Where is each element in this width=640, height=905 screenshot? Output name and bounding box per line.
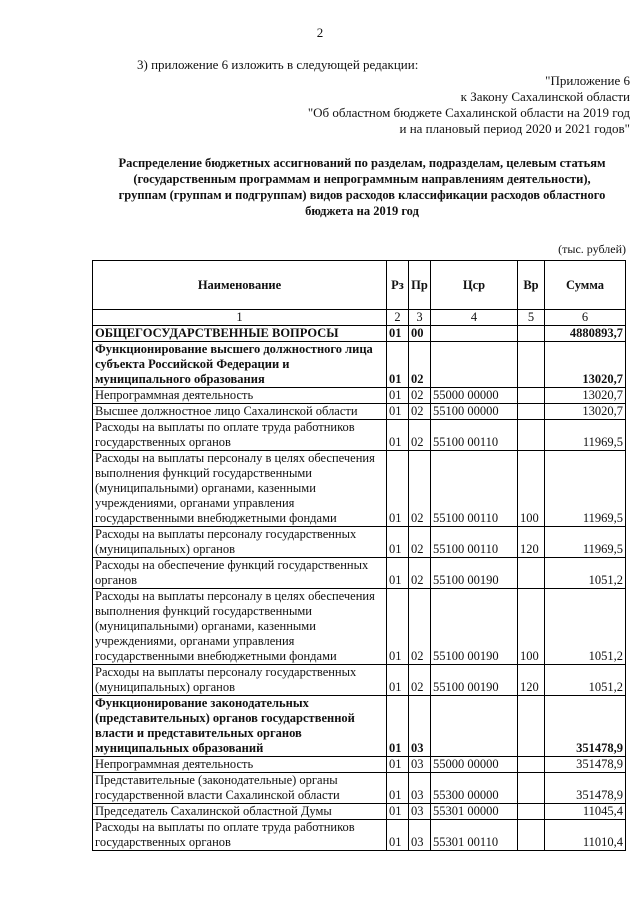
row-sum: 13020,7 (545, 404, 626, 420)
row-vr (518, 404, 545, 420)
table-row (93, 757, 626, 773)
row-csr: 55301 00110 (431, 820, 518, 851)
row-vr (518, 804, 545, 820)
table-row (93, 696, 626, 757)
row-name: Расходы на обеспечение функций государственных органов (93, 558, 387, 589)
row-vr (518, 558, 545, 589)
row-name: Функционирование высшего должностного лица субъекта Российской Федерации и муниципального образования (93, 342, 387, 388)
row-vr (518, 820, 545, 851)
row-csr: 55100 00110 (431, 451, 518, 527)
header-csr: Цср (431, 261, 518, 310)
row-name: Расходы на выплаты по оплате труда работников государственных органов (93, 820, 387, 851)
appendix-line: к Закону Сахалинской области (460, 89, 630, 104)
row-rz: 01 (387, 757, 409, 773)
title-line: группам (группам и подгруппам) видов расходов классификации расходов областного (118, 188, 606, 202)
row-pr: 03 (409, 773, 431, 804)
row-vr (518, 696, 545, 757)
row-vr (518, 342, 545, 388)
row-name: Расходы на выплаты по оплате труда работников государственных органов (93, 420, 387, 451)
row-csr (431, 342, 518, 388)
row-name: Расходы на выплаты персоналу государственных (муниципальных) органов (93, 665, 387, 696)
column-number: 1 (93, 310, 387, 326)
table-row (93, 804, 626, 820)
row-csr: 55100 00190 (431, 558, 518, 589)
row-rz: 01 (387, 589, 409, 665)
row-name: Председатель Сахалинской областной Думы (93, 804, 387, 820)
column-number: 2 (387, 310, 409, 326)
row-sum: 4880893,7 (545, 326, 626, 342)
title-line: бюджета на 2019 год (305, 204, 419, 218)
table-row (93, 773, 626, 804)
row-pr: 00 (409, 326, 431, 342)
intro-text: 3) приложение 6 изложить в следующей редакции: (137, 57, 419, 72)
row-name: Расходы на выплаты персоналу государственных (муниципальных) органов (93, 527, 387, 558)
row-pr: 03 (409, 757, 431, 773)
table-row (93, 326, 626, 342)
row-name: Непрограммная деятельность (93, 757, 387, 773)
page-number: 2 (316, 25, 324, 40)
row-csr: 55100 00000 (431, 404, 518, 420)
header-name: Наименование (93, 261, 387, 310)
column-number: 6 (545, 310, 626, 326)
row-rz: 01 (387, 665, 409, 696)
row-pr: 02 (409, 404, 431, 420)
row-rz: 01 (387, 820, 409, 851)
title-line: (государственным программам и непрограммным направлениям деятельности), (133, 172, 591, 186)
row-name: Расходы на выплаты персоналу в целях обеспечения выполнения функций государственными (муниципальными) органами, казенными учреждениями, органами управления государственными внебюджетными фондами (93, 451, 387, 527)
row-pr: 02 (409, 388, 431, 404)
table-row (93, 820, 626, 851)
column-number-row (93, 310, 626, 326)
table-row (93, 558, 626, 589)
row-pr: 02 (409, 589, 431, 665)
row-sum: 1051,2 (545, 589, 626, 665)
column-number: 5 (518, 310, 545, 326)
header-row (93, 261, 626, 310)
row-vr (518, 326, 545, 342)
row-csr: 55100 00190 (431, 589, 518, 665)
row-vr (518, 773, 545, 804)
row-rz: 01 (387, 404, 409, 420)
row-sum: 351478,9 (545, 696, 626, 757)
row-csr (431, 696, 518, 757)
row-name: ОБЩЕГОСУДАРСТВЕННЫЕ ВОПРОСЫ (93, 326, 387, 342)
row-sum: 11045,4 (545, 804, 626, 820)
row-pr: 02 (409, 342, 431, 388)
row-sum: 11969,5 (545, 451, 626, 527)
header-rz: Рз (387, 261, 409, 310)
row-sum: 13020,7 (545, 388, 626, 404)
row-vr (518, 388, 545, 404)
header-vr: Вр (518, 261, 545, 310)
column-number: 4 (431, 310, 518, 326)
row-sum: 11969,5 (545, 420, 626, 451)
document-title (92, 155, 632, 219)
table-row (93, 665, 626, 696)
row-rz: 01 (387, 527, 409, 558)
row-rz: 01 (387, 388, 409, 404)
row-csr (431, 326, 518, 342)
row-pr: 02 (409, 558, 431, 589)
row-pr: 02 (409, 451, 431, 527)
row-csr: 55000 00000 (431, 388, 518, 404)
appendix-line: и на плановый период 2020 и 2021 годов" (399, 121, 630, 136)
table-row (93, 527, 626, 558)
row-vr: 120 (518, 527, 545, 558)
row-sum: 13020,7 (545, 342, 626, 388)
table-row (93, 420, 626, 451)
row-rz: 01 (387, 804, 409, 820)
row-csr: 55100 00110 (431, 527, 518, 558)
header-sum: Сумма (545, 261, 626, 310)
row-name: Расходы на выплаты персоналу в целях обеспечения выполнения функций государственными (муниципальными) органами, казенными учреждениями, органами управления государственными внебюджетными фондами (93, 589, 387, 665)
row-vr: 100 (518, 451, 545, 527)
row-csr: 55300 00000 (431, 773, 518, 804)
row-vr (518, 420, 545, 451)
row-rz: 01 (387, 451, 409, 527)
row-sum: 351478,9 (545, 757, 626, 773)
row-csr: 55301 00000 (431, 804, 518, 820)
row-rz: 01 (387, 326, 409, 342)
row-csr: 55100 00190 (431, 665, 518, 696)
row-name: Функционирование законодательных (представительных) органов государственной власти и представительных органов муниципальных образований (93, 696, 387, 757)
row-sum: 11969,5 (545, 527, 626, 558)
table-row (93, 589, 626, 665)
row-sum: 11010,4 (545, 820, 626, 851)
budget-table (92, 260, 626, 851)
header-pr: Пр (409, 261, 431, 310)
row-sum: 1051,2 (545, 665, 626, 696)
row-vr: 100 (518, 589, 545, 665)
row-vr (518, 757, 545, 773)
row-pr: 02 (409, 420, 431, 451)
row-pr: 03 (409, 696, 431, 757)
row-rz: 01 (387, 696, 409, 757)
appendix-line: "Об областном бюджете Сахалинской области на 2019 год (307, 105, 630, 120)
row-pr: 03 (409, 820, 431, 851)
row-rz: 01 (387, 420, 409, 451)
row-sum: 1051,2 (545, 558, 626, 589)
title-line: Распределение бюджетных ассигнований по разделам, подразделам, целевым статьям (118, 156, 606, 170)
row-name: Представительные (законодательные) органы государственной власти Сахалинской области (93, 773, 387, 804)
row-csr: 55100 00110 (431, 420, 518, 451)
row-rz: 01 (387, 558, 409, 589)
appendix-reference (308, 73, 630, 137)
table-row (93, 404, 626, 420)
row-rz: 01 (387, 773, 409, 804)
row-pr: 02 (409, 527, 431, 558)
row-sum: 351478,9 (545, 773, 626, 804)
row-vr: 120 (518, 665, 545, 696)
table-row (93, 451, 626, 527)
table-row (93, 342, 626, 388)
row-csr: 55000 00000 (431, 757, 518, 773)
row-pr: 03 (409, 804, 431, 820)
row-pr: 02 (409, 665, 431, 696)
appendix-line: "Приложение 6 (545, 73, 630, 88)
row-name: Высшее должностное лицо Сахалинской области (93, 404, 387, 420)
column-number: 3 (409, 310, 431, 326)
units-label: (тыс. рублей) (558, 242, 626, 256)
row-rz: 01 (387, 342, 409, 388)
table-row (93, 388, 626, 404)
row-name: Непрограммная деятельность (93, 388, 387, 404)
